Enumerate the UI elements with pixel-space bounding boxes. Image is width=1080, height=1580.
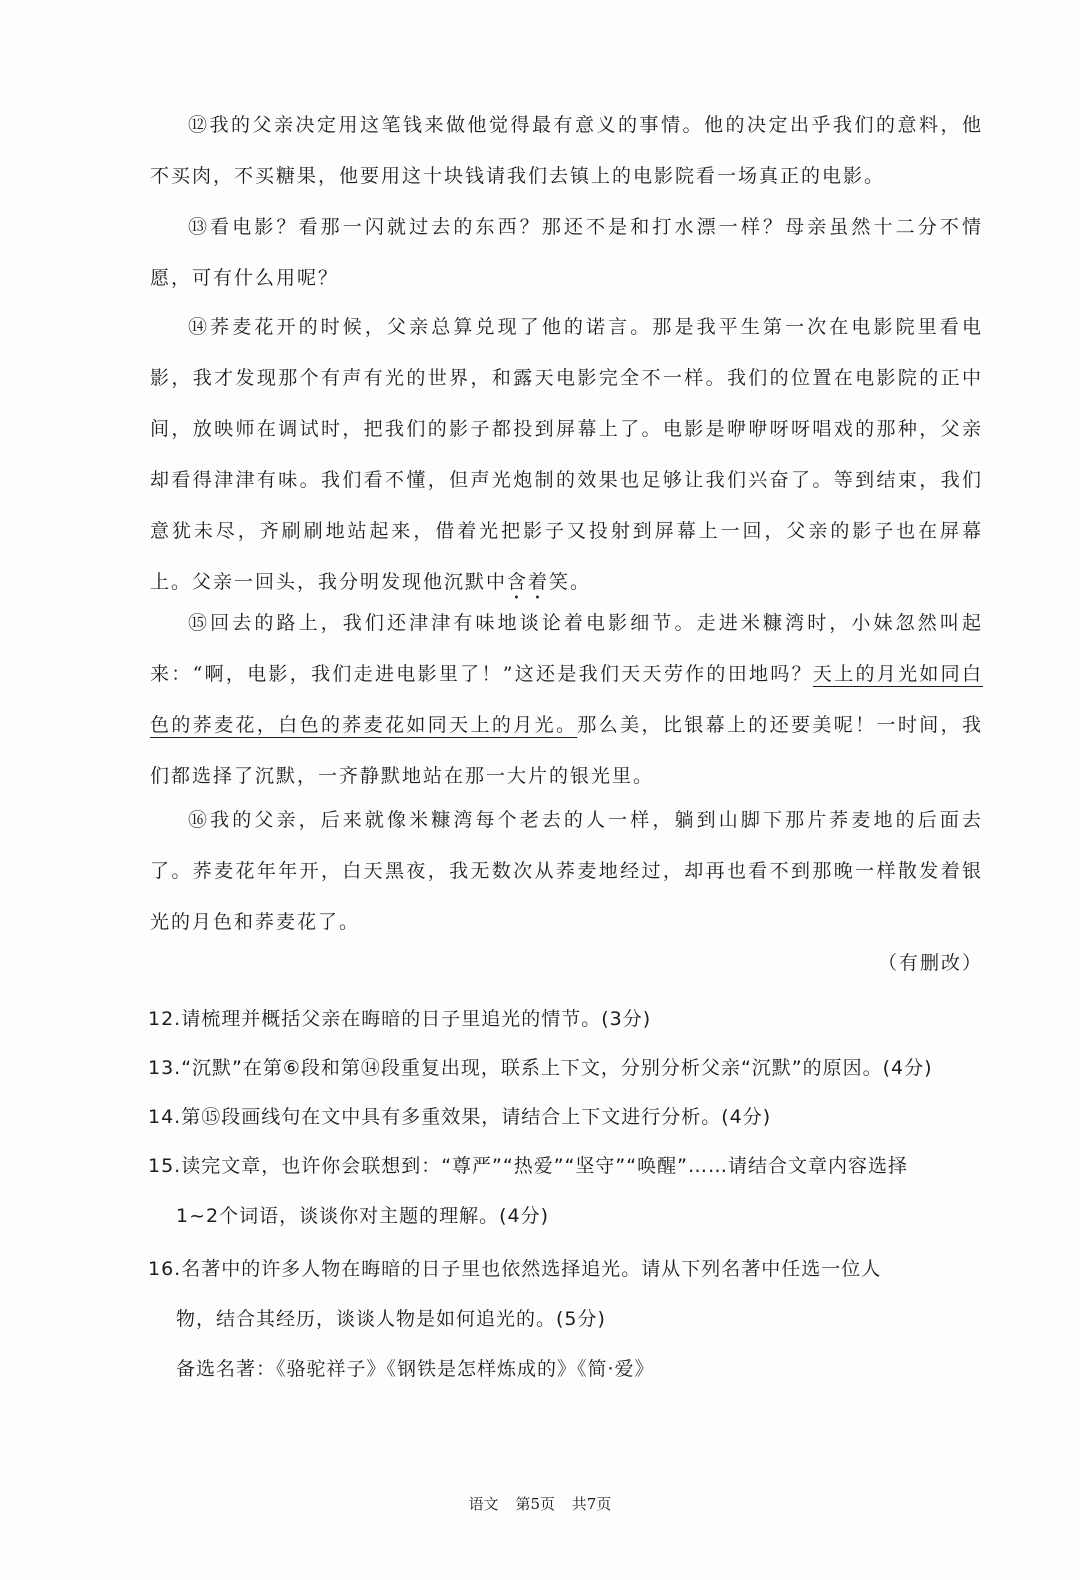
source-note: （有删改） bbox=[877, 952, 983, 974]
paragraph-15-end: 那么美，比银幕上的还要美呢！一时间，我们都选择了沉默，一齐静默地站在那一大片的银光里。 bbox=[150, 714, 983, 787]
paragraph-15-text: ⑮回去的路上，我们还津津有味地谈论着电影细节。走进米糠湾时，小妹忽然叫起来：“啊，电影，我们走进电影里了！”这还是我们天天劳作的田地吗？ bbox=[150, 612, 983, 685]
question-15 bbox=[148, 1141, 983, 1241]
footer-subject: 语文 bbox=[468, 1495, 499, 1513]
question-12: 12.请梳理并概括父亲在晦暗的日子里追光的情节。(3分) bbox=[148, 1008, 652, 1030]
page-footer bbox=[0, 1493, 1080, 1514]
question-13: 13.“沉默”在第⑥段和第⑭段重复出现，联系上下文，分别分析父亲“沉默”的原因。(4分) bbox=[148, 1057, 933, 1079]
paragraph-12: ⑫我的父亲决定用这笔钱来做他觉得最有意义的事情。他的决定出乎我们的意料，他不买肉，不买糖果，他要用这十块钱请我们去镇上的电影院看一场真正的电影。 bbox=[150, 114, 983, 187]
question-16 bbox=[148, 1244, 983, 1394]
paragraph-14-text: ⑭荞麦花开的时候，父亲总算兑现了他的诺言。那是我平生第一次在电影院里看电影，我才发现那个有声有光的世界，和露天电影完全不一样。我们的位置在电影院的正中间，放映师在调试时，把我们的影子都投到屏幕上了。电影是咿咿呀呀唱戏的那种，父亲却看得津津有味。我们看不懂，但声光炮制的效果也足够让我们兴奋了。等到结束，我们意犹未尽，齐刷刷地站起来，借着光把影子又投射到屏幕上一回，父亲的影子也在屏幕上。父亲一回头，我分明发现他沉默中 bbox=[150, 316, 983, 593]
paragraph-16: ⑯我的父亲，后来就像米糠湾每个老去的人一样，躺到山脚下那片荞麦地的后面去了。荞麦花年年开，白天黑夜，我无数次从荞麦地经过，却再也看不到那晚一样散发着银光的月色和荞麦花了。 bbox=[150, 809, 983, 933]
question-16-line1: 16.名著中的许多人物在晦暗的日子里也依然选择追光。请从下列名著中任选一位人 bbox=[148, 1258, 882, 1280]
question-14: 14.第⑮段画线句在文中具有多重效果，请结合上下文进行分析。(4分) bbox=[148, 1106, 772, 1128]
paragraph-13: ⑬看电影？看那一闪就过去的东西？那还不是和打水漂一样？母亲虽然十二分不情愿，可有什么用呢？ bbox=[150, 216, 983, 289]
question-15-line2: 1~2个词语，谈谈你对主题的理解。(4分) bbox=[176, 1205, 550, 1227]
paragraph-15 bbox=[150, 598, 983, 802]
paragraph-14 bbox=[150, 302, 983, 608]
paragraph-14-end: 笑。 bbox=[549, 571, 592, 593]
question-16-line2: 物，结合其经历，谈谈人物是如何追光的。(5分) bbox=[176, 1308, 606, 1330]
question-15-line1: 15.读完文章，也许你会联想到：“尊严”“热爱”“坚守”“唤醒”……请结合文章内容选择 bbox=[148, 1155, 908, 1177]
footer-total-pages: 共7页 bbox=[571, 1495, 612, 1513]
footer-page-number: 第5页 bbox=[515, 1495, 555, 1513]
emphasized-text: 含着 bbox=[507, 571, 550, 593]
question-16-line3: 备选名著：《骆驼祥子》《钢铁是怎样炼成的》《简·爱》 bbox=[176, 1358, 655, 1380]
underlined-sentence: 天上的月光如同白色的荞麦花，白色的荞麦花如同天上的月光。 bbox=[150, 663, 983, 736]
